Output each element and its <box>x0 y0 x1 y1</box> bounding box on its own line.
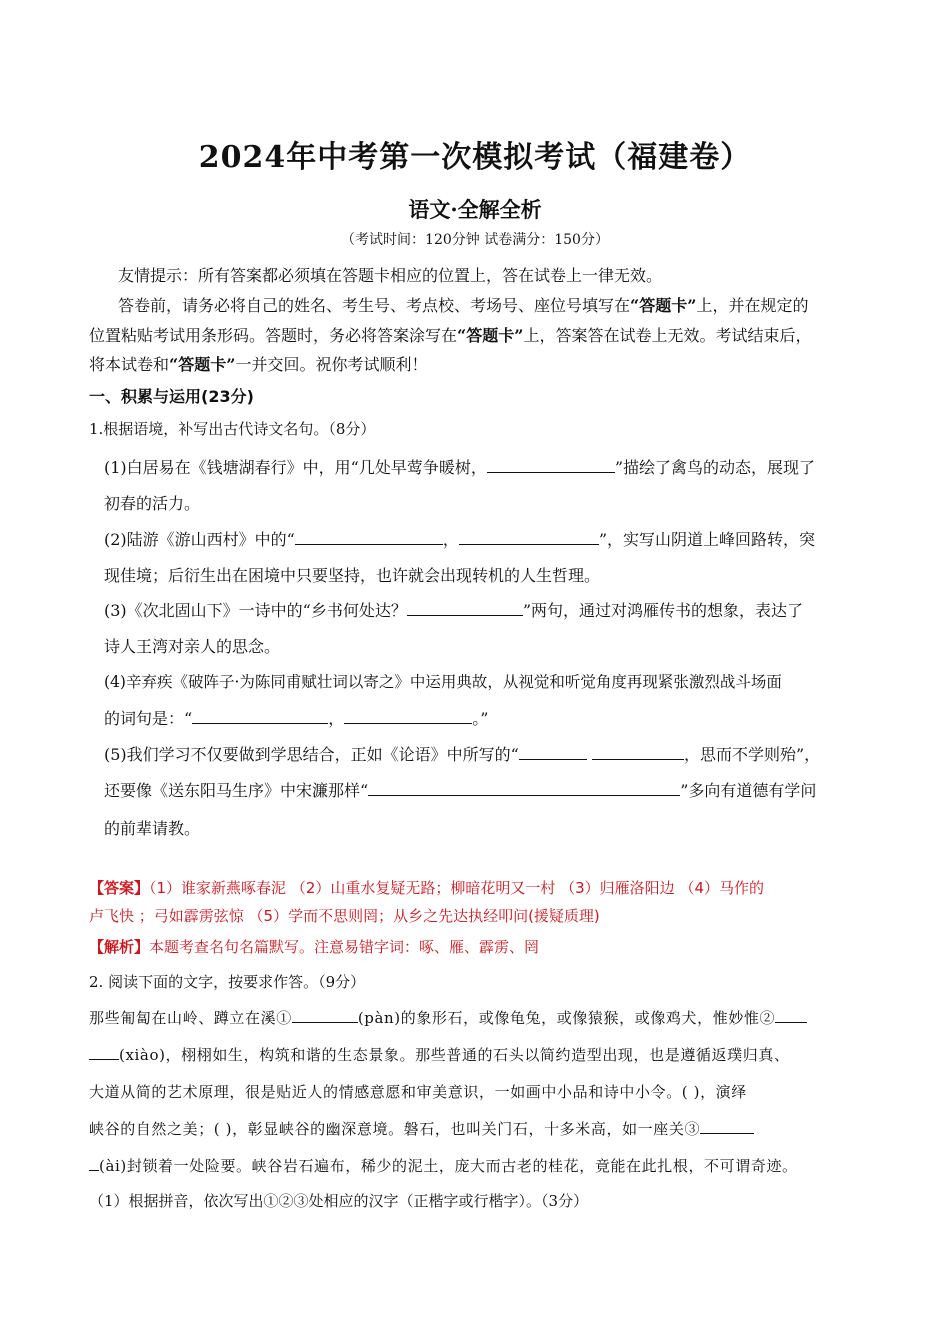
question-text: 。” <box>472 709 489 728</box>
answer-blank[interactable] <box>407 600 523 616</box>
q2-passage-line-1 <box>89 1007 807 1028</box>
notice-text: 答卷前，请务必将自己的姓名、考生号、考点校、考场号、座位号填写在 <box>118 296 631 315</box>
answer-blank[interactable] <box>368 780 680 796</box>
q1-item-2-line-1 <box>104 527 815 550</box>
notice-text: 一并交回。祝你考试顺利！ <box>235 355 428 374</box>
passage-text: (ài)封锁着一处险要。峡谷岩石遍布，稀少的泥土，庞大而古老的桂花，竟能在此扎根，不可谓奇迹。 <box>99 1157 798 1175</box>
notice-line-2 <box>89 323 811 346</box>
q1-item-4-line-1: (4)辛弃疾《破阵子·为陈同甫赋壮词以寄之》中运用典故，从视觉和听觉角度再现紧张激烈战斗场面 <box>104 673 782 691</box>
section-heading: 一、积累与运用(23分) <box>89 387 254 406</box>
passage-text: (xiào)，栩栩如生，构筑和谐的生态景象。那些普通的石头以简约造型出现，也是遵循返璞归真、 <box>119 1046 790 1064</box>
q1-item-5-line-3: 的前辈请教。 <box>104 819 201 838</box>
notice-text: 上，答案答在试卷上无效。考试结束后， <box>523 326 812 345</box>
q1-item-1-line-1 <box>104 455 815 478</box>
q2-passage-line-4 <box>89 1118 754 1139</box>
page-subtitle: 语文·全解全析 <box>408 197 542 222</box>
answer-line-1 <box>89 877 764 898</box>
answer-blank[interactable] <box>89 1155 99 1171</box>
answer-label: 【答案】 <box>89 879 150 897</box>
answer-blank[interactable] <box>192 708 328 724</box>
q1-item-2-line-2: 现佳境；后衍生出在困境中只要坚持，也许就会出现转机的人生哲理。 <box>104 566 601 585</box>
answer-blank[interactable] <box>700 1118 754 1134</box>
analysis-text: 本题考查名句名篇默写。注意易错字词：啄、雁、霹雳、罔 <box>149 938 540 956</box>
question-text: (5)我们学习不仅要做到学思结合，正如《论语》中所写的“ <box>104 745 519 764</box>
page-title: 2024年中考第一次模拟考试（福建卷） <box>198 140 752 175</box>
question-text: ”描绘了禽鸟的动态，展现了 <box>614 458 816 477</box>
answer-blank[interactable] <box>459 529 599 545</box>
answer-blank[interactable] <box>295 529 443 545</box>
q1-item-4-line-2 <box>104 706 488 729</box>
question-1-stem: 1.根据语境，补写出古代诗文名句。（8分） <box>89 420 376 438</box>
question-text: ”，实写山阴道上峰回路转，突 <box>598 530 816 549</box>
answer-blank[interactable] <box>292 1007 358 1023</box>
answer-line-2: 卢飞快 ；弓如霹雳弦惊 （5）学而不思则罔；从乡之先达执经叩问(援疑质理) <box>89 907 600 925</box>
analysis-line <box>89 936 539 957</box>
question-2-stem: 2. 阅读下面的文字，按要求作答。（9分） <box>89 973 366 991</box>
question-text: ”两句，通过对鸿雁传书的想象，表达了 <box>522 601 804 620</box>
q2-passage-line-5 <box>89 1155 798 1176</box>
question-text: ， <box>442 530 459 549</box>
notice-text: 将本试卷和 <box>89 355 170 374</box>
answer-blank[interactable] <box>775 1007 807 1023</box>
answer-blank[interactable] <box>519 744 587 760</box>
answer-text: （1）谁家新燕啄春泥 （2）山重水复疑无路；柳暗花明又一村 （3）归雁洛阳边 （4）马作的 <box>149 879 764 897</box>
question-text: 的词句是：“ <box>104 709 193 728</box>
answer-blank[interactable] <box>89 1044 119 1060</box>
q1-item-3-line-2: 诗人王湾对亲人的思念。 <box>104 637 281 656</box>
answer-blank[interactable] <box>592 744 684 760</box>
notice-tip: 友情提示：所有答案都必须填在答题卡相应的位置上，答在试卷上一律无效。 <box>118 266 663 285</box>
answer-card-term: “答题卡” <box>457 326 524 345</box>
q1-item-1-line-2: 初春的活力。 <box>104 494 201 513</box>
q2-sub-question-1: （1）根据拼音，依次写出①②③处相应的汉字（正楷字或行楷字）。（3分） <box>89 1192 589 1210</box>
answer-blank[interactable] <box>344 708 472 724</box>
answer-card-term: “答题卡” <box>169 355 236 374</box>
question-text: ，思而不学则殆”， <box>683 745 821 764</box>
notice-line-3 <box>89 352 427 375</box>
q1-item-3-line-1 <box>104 598 803 621</box>
question-text: ”多向有道德有学问 <box>680 781 817 800</box>
answer-blank[interactable] <box>487 457 615 473</box>
question-text: 还要像《送东阳马生序》中宋濂那样“ <box>104 781 369 800</box>
notice-text: 位置粘贴考试用条形码。答题时，务必将答案涂写在 <box>89 326 458 345</box>
analysis-label: 【解析】 <box>89 938 150 956</box>
q1-item-5-line-2 <box>104 778 816 801</box>
q2-passage-line-3: 大道从简的艺术原理，很是贴近人的情感意愿和审美意识，一如画中小品和诗中小令。( )，演绎 <box>89 1083 747 1101</box>
passage-text: 峡谷的自然之美；( )，彰显峡谷的幽深意境。磐石，也叫关门石，十多米高，如一座关③ <box>89 1120 701 1138</box>
exam-info: （考试时间：120分钟 试卷满分：150分） <box>341 232 609 248</box>
notice-line-1 <box>118 293 808 316</box>
q2-passage-line-2 <box>89 1044 790 1065</box>
passage-text: (pàn)的象形石，或像龟兔，或像猿猴，或像鸡犬，惟妙惟② <box>357 1009 776 1027</box>
question-text: (3)《次北固山下》一诗中的“乡书何处达？ <box>104 601 407 620</box>
question-text: (2)陆游《游山西村》中的“ <box>104 530 295 549</box>
question-text: ， <box>328 709 345 728</box>
question-text: (1)白居易在《钱塘湖春行》中，用“几处早莺争暖树， <box>104 458 487 477</box>
answer-card-term: “答题卡” <box>630 296 697 315</box>
passage-text: 那些匍匐在山岭、蹲立在溪① <box>89 1009 292 1027</box>
q1-item-5-line-1 <box>104 742 820 765</box>
notice-text: 上，并在规定的 <box>696 296 809 315</box>
